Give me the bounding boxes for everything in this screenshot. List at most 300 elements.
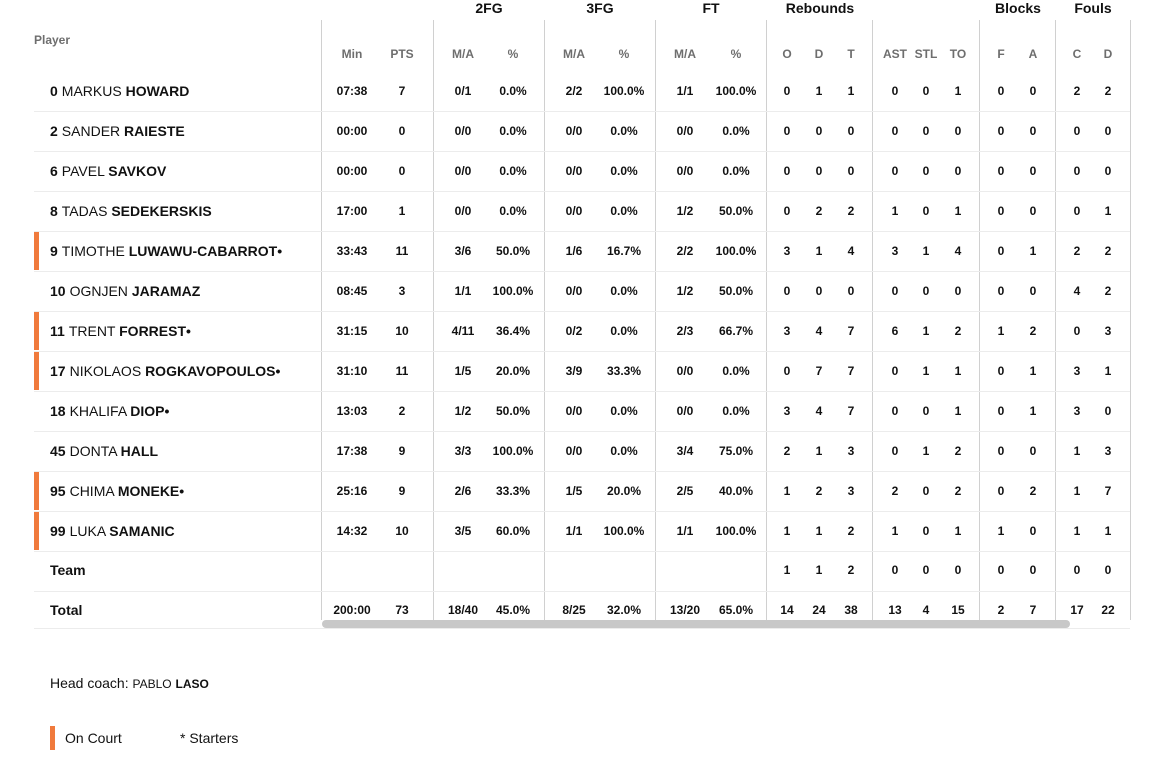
stat-cell: 0/0 (565, 164, 583, 178)
stat-cell: 0 (783, 164, 791, 178)
player-first: PAVEL (61, 163, 105, 179)
stat-cell: 13:03 (336, 404, 368, 418)
stat-cell: 2/2 (676, 244, 694, 258)
stat-cell: 2 (815, 484, 823, 498)
stat-cell: 0.0% (722, 364, 750, 378)
player-first: KHALIFA (69, 403, 127, 419)
stat-cell: 1 (1104, 524, 1112, 538)
stat-cell: 20.0% (495, 364, 531, 378)
stat-cell (488, 560, 538, 580)
stat-cell: 50.0% (718, 284, 754, 298)
column-header[interactable]: D (814, 47, 824, 61)
player-name-link[interactable] (50, 321, 191, 341)
stat-cell: 3 (1104, 324, 1112, 338)
stat-cell: 24 (812, 603, 826, 617)
stat-cell: 0 (783, 84, 791, 98)
stat-cell: 100.0% (603, 84, 645, 98)
stat-cell: 0.0% (610, 284, 638, 298)
row-divider (34, 111, 1130, 112)
column-header[interactable]: M/A (563, 47, 585, 61)
head-coach-label: Head coach: (50, 675, 129, 691)
stat-cell: 0/0 (454, 164, 472, 178)
stat-cell: 1 (1073, 484, 1081, 498)
stat-cell: 2 (1104, 244, 1112, 258)
head-coach (50, 675, 209, 691)
row-divider (34, 431, 1130, 432)
column-header[interactable]: STL (914, 47, 938, 61)
player-first: TRENT (68, 323, 116, 339)
player-star: • (277, 243, 283, 259)
stat-cell: 3 (783, 244, 791, 258)
stat-cell: 1 (954, 364, 962, 378)
stat-cell: 0 (954, 164, 962, 178)
player-first: SANDER (61, 123, 121, 139)
group-blocks: Blocks (995, 0, 1041, 16)
column-header[interactable]: O (782, 47, 792, 61)
stat-cell: 2 (1073, 244, 1081, 258)
stat-cell: 1 (815, 84, 823, 98)
stat-cell: 1 (997, 324, 1005, 338)
stat-cell: 45.0% (495, 603, 531, 617)
stat-cell: 2 (1029, 324, 1037, 338)
stat-cell: 1 (954, 404, 962, 418)
player-last: RAIESTE (124, 123, 185, 139)
stat-cell: 0 (1073, 124, 1081, 138)
stat-cell: 1/1 (565, 524, 583, 538)
stat-cell: 0 (922, 404, 930, 418)
stat-cell: 33:43 (336, 244, 368, 258)
column-header[interactable]: % (730, 47, 742, 61)
stat-cell: 2 (398, 404, 406, 418)
stat-cell: 1 (815, 244, 823, 258)
player-star: • (164, 403, 170, 419)
player-name-link[interactable] (50, 121, 185, 141)
stat-cell: 2 (847, 524, 855, 538)
stat-cell: 1/2 (454, 404, 472, 418)
stat-cell: 0.0% (722, 124, 750, 138)
stat-cell: 4 (815, 404, 823, 418)
stat-cell: 1 (783, 524, 791, 538)
row-divider (34, 151, 1130, 152)
column-divider (766, 20, 767, 620)
stat-cell: 3 (783, 324, 791, 338)
stat-cell: 2 (783, 444, 791, 458)
stat-cell: 66.7% (718, 324, 754, 338)
stat-cell: 0 (954, 284, 962, 298)
player-last: SAMANIC (109, 523, 175, 539)
group-fouls: Fouls (1074, 0, 1112, 16)
stat-cell: 4 (847, 244, 855, 258)
player-last: SAVKOV (108, 163, 167, 179)
player-last: FORREST (119, 323, 187, 339)
stat-cell: 3 (1104, 444, 1112, 458)
stat-cell: 25:16 (336, 484, 368, 498)
column-divider (1130, 20, 1131, 620)
player-num: 8 (50, 203, 58, 219)
stat-cell: 2/3 (676, 324, 694, 338)
group-3fg: 3FG (586, 0, 614, 16)
stat-cell: 0.0% (610, 164, 638, 178)
stat-cell: 7 (1029, 603, 1037, 617)
player-name-link[interactable] (50, 441, 158, 461)
stat-cell: 0 (891, 84, 899, 98)
stat-cell: 1/1 (676, 84, 694, 98)
group-2fg: 2FG (475, 0, 503, 16)
player-last: MONEKE (117, 483, 180, 499)
column-header[interactable]: D (1103, 47, 1113, 61)
column-header[interactable]: % (618, 47, 630, 61)
player-num: 45 (50, 443, 66, 459)
column-divider (872, 20, 873, 620)
stat-cell: 0 (954, 124, 962, 138)
stat-cell: 3 (847, 444, 855, 458)
stat-cell: 0.0% (610, 204, 638, 218)
column-header[interactable]: A (1028, 47, 1038, 61)
column-header[interactable]: PTS (390, 47, 414, 61)
stat-cell: 14:32 (336, 524, 368, 538)
stat-cell: 0/0 (565, 404, 583, 418)
stat-cell: 0 (1073, 164, 1081, 178)
stat-cell: 2 (1029, 484, 1037, 498)
stat-cell: 1/1 (676, 524, 694, 538)
stat-cell: 0 (997, 484, 1005, 498)
stat-cell: 1 (1029, 244, 1037, 258)
player-last: LUWAWU-CABARROT (128, 243, 278, 259)
stat-cell: 73 (395, 603, 409, 617)
column-header[interactable]: M/A (674, 47, 696, 61)
stat-cell: 8/25 (562, 603, 586, 617)
stat-cell: 0/0 (454, 204, 472, 218)
stat-cell: 0 (847, 284, 855, 298)
player-star: • (179, 483, 185, 499)
stat-cell: 200:00 (333, 603, 371, 617)
player-last: JARAMAZ (131, 283, 201, 299)
player-name-link[interactable] (50, 81, 189, 101)
column-divider (433, 20, 434, 620)
stat-cell: 1 (891, 524, 899, 538)
player-name-link[interactable] (50, 481, 184, 501)
stat-cell: 31:15 (336, 324, 368, 338)
stat-cell: 1 (1104, 204, 1112, 218)
column-header[interactable]: TO (949, 47, 967, 61)
stat-cell: 00:00 (336, 124, 368, 138)
player-column-header: Player (34, 33, 71, 47)
stat-cell (660, 560, 710, 580)
stat-cell: 1 (1029, 364, 1037, 378)
stat-cell: 1 (398, 204, 406, 218)
stat-cell: 7 (1104, 484, 1112, 498)
stat-cell: 0 (783, 364, 791, 378)
stat-cell: 1 (922, 244, 930, 258)
stat-cell: 100.0% (492, 444, 534, 458)
player-star: • (275, 363, 281, 379)
stat-cell: 4 (1073, 284, 1081, 298)
stat-cell: 0.0% (610, 124, 638, 138)
stat-cell: 1 (997, 524, 1005, 538)
stat-cell: 0 (997, 204, 1005, 218)
stat-cell: 4 (815, 324, 823, 338)
stat-cell: 0 (783, 124, 791, 138)
column-header[interactable]: T (847, 47, 855, 61)
player-num: 6 (50, 163, 58, 179)
player-num: 10 (50, 283, 66, 299)
player-last: HALL (120, 443, 158, 459)
stat-cell: 1 (815, 444, 823, 458)
stat-cell: 0 (997, 284, 1005, 298)
stat-cell: 3/5 (454, 524, 472, 538)
stat-cell: 0.0% (499, 204, 527, 218)
stat-cell: 08:45 (336, 284, 368, 298)
column-divider (1055, 20, 1056, 620)
stat-cell: 2 (891, 484, 899, 498)
stat-cell: 0 (997, 404, 1005, 418)
stat-cell: 0/0 (565, 124, 583, 138)
row-divider (34, 271, 1130, 272)
stat-cell (708, 560, 764, 580)
stat-cell: 36.4% (495, 324, 531, 338)
stat-cell: 13/20 (669, 603, 701, 617)
player-first: MARKUS (61, 83, 122, 99)
stat-cell: 2 (997, 603, 1005, 617)
stat-cell: 2 (847, 563, 855, 577)
head-coach-first-name: PABLO (132, 677, 172, 691)
stat-cell: 4 (954, 244, 962, 258)
on-court-legend-swatch (50, 726, 55, 750)
stat-cell: 0 (1029, 524, 1037, 538)
stat-cell: 2 (1104, 284, 1112, 298)
stat-cell: 0 (997, 244, 1005, 258)
stat-cell: 2 (954, 324, 962, 338)
total-label: Total (50, 602, 83, 618)
stat-cell: 3 (1073, 404, 1081, 418)
stat-cell: 0 (891, 444, 899, 458)
stat-cell: 11 (395, 364, 409, 378)
column-divider (321, 20, 322, 620)
player-num: 11 (50, 323, 65, 339)
player-first: TIMOTHE (61, 243, 125, 259)
row-divider (34, 511, 1130, 512)
stat-cell: 0.0% (610, 404, 638, 418)
stat-cell: 2 (954, 484, 962, 498)
stat-cell: 1 (815, 524, 823, 538)
player-first: CHIMA (69, 483, 114, 499)
table-bottom-divider (34, 628, 1130, 629)
stat-cell: 1 (1073, 524, 1081, 538)
stat-cell: 75.0% (718, 444, 754, 458)
stat-cell: 9 (398, 484, 406, 498)
stat-cell: 0 (1104, 563, 1112, 577)
stat-cell: 0/1 (454, 84, 472, 98)
player-name-link[interactable] (50, 241, 282, 261)
column-header[interactable]: C (1072, 47, 1082, 61)
stat-cell (387, 560, 417, 580)
stat-cell: 1 (891, 204, 899, 218)
stat-cell: 100.0% (715, 524, 757, 538)
stat-cell: 0 (783, 204, 791, 218)
stat-cell: 0 (922, 563, 930, 577)
stat-cell: 38 (844, 603, 858, 617)
stat-cell: 1 (1029, 404, 1037, 418)
row-divider (34, 191, 1130, 192)
stat-cell: 0 (891, 404, 899, 418)
stat-cell: 0 (922, 204, 930, 218)
column-header[interactable]: AST (883, 47, 907, 61)
player-num: 9 (50, 243, 58, 259)
stat-cell: 0/0 (676, 404, 694, 418)
stat-cell: 0 (922, 484, 930, 498)
stat-cell: 0 (997, 124, 1005, 138)
stat-cell: 13 (888, 603, 902, 617)
head-coach-last-name: LASO (175, 677, 209, 691)
stat-cell: 50.0% (495, 404, 531, 418)
stat-cell: 0 (997, 364, 1005, 378)
stat-cell: 1 (1104, 364, 1112, 378)
stat-cell: 1/2 (676, 204, 694, 218)
player-last: DIOP (130, 403, 165, 419)
column-header[interactable]: F (997, 47, 1005, 61)
stat-cell: 2 (1073, 84, 1081, 98)
stat-cell: 0 (1073, 324, 1081, 338)
stat-cell: 1 (922, 364, 930, 378)
stat-cell: 1 (815, 563, 823, 577)
stat-cell: 18/40 (447, 603, 479, 617)
stat-cell: 1 (954, 524, 962, 538)
stat-cell: 0 (997, 563, 1005, 577)
player-name-link[interactable] (50, 201, 212, 221)
player-last: ROGKAVOPOULOS (145, 363, 276, 379)
stat-cell: 3 (783, 404, 791, 418)
stat-cell: 0/0 (565, 284, 583, 298)
stat-cell: 0 (922, 164, 930, 178)
stat-cell: 14 (780, 603, 794, 617)
stat-cell: 0 (815, 284, 823, 298)
stat-cell: 2 (1104, 84, 1112, 98)
stat-cell: 33.3% (606, 364, 642, 378)
stat-cell: 3 (398, 284, 406, 298)
stat-cell: 0 (1029, 204, 1037, 218)
player-name-link[interactable] (50, 521, 175, 541)
stat-cell: 3/9 (565, 364, 583, 378)
on-court-indicator (34, 472, 39, 510)
stat-cell: 0 (997, 444, 1005, 458)
column-header[interactable]: M/A (452, 47, 474, 61)
stat-cell: 0 (1029, 164, 1037, 178)
player-first: DONTA (69, 443, 117, 459)
stat-cell: 7 (847, 404, 855, 418)
stat-cell: 100.0% (715, 84, 757, 98)
player-name-link[interactable] (50, 361, 280, 381)
stat-cell: 40.0% (718, 484, 754, 498)
stat-cell: 1 (954, 84, 962, 98)
player-first: TADAS (61, 203, 108, 219)
on-court-indicator (34, 232, 39, 270)
player-star: • (186, 323, 191, 339)
stat-cell: 0.0% (722, 164, 750, 178)
stat-cell: 65.0% (718, 603, 754, 617)
stat-cell: 0 (922, 84, 930, 98)
stat-cell (327, 560, 377, 580)
stat-cell: 0 (1029, 124, 1037, 138)
stat-cell: 4 (922, 603, 930, 617)
player-name-link[interactable] (50, 281, 200, 301)
stat-cell: 0.0% (499, 164, 527, 178)
stat-cell: 0 (1029, 444, 1037, 458)
stat-cell: 1 (922, 444, 930, 458)
row-divider (34, 391, 1130, 392)
row-divider (34, 351, 1130, 352)
player-num: 95 (50, 483, 66, 499)
horizontal-scrollbar[interactable] (322, 620, 1070, 628)
group-rebounds: Rebounds (785, 0, 855, 16)
stat-cell: 4/11 (451, 324, 475, 338)
row-divider (34, 471, 1130, 472)
player-name-link[interactable] (50, 161, 166, 181)
stat-cell: 17:38 (336, 444, 368, 458)
stat-cell: 20.0% (606, 484, 642, 498)
stat-cell: 3/4 (676, 444, 694, 458)
stat-cell: 6 (891, 324, 899, 338)
stat-cell: 32.0% (606, 603, 642, 617)
stat-cell: 11 (395, 244, 409, 258)
stat-cell: 2/6 (454, 484, 472, 498)
row-divider (34, 551, 1130, 552)
stat-cell: 0/0 (676, 124, 694, 138)
stat-cell: 0 (815, 164, 823, 178)
stat-cell: 50.0% (495, 244, 531, 258)
stat-cell: 2 (954, 444, 962, 458)
player-name-link[interactable] (50, 401, 169, 421)
row-divider (34, 591, 1130, 592)
stat-cell: 9 (398, 444, 406, 458)
stat-cell: 7 (815, 364, 823, 378)
starters-legend-label: * Starters (180, 730, 239, 746)
stat-cell: 0 (783, 284, 791, 298)
stat-cell: 7 (847, 324, 855, 338)
stat-cell: 0 (398, 124, 406, 138)
column-divider (979, 20, 980, 620)
stat-cell: 1/2 (676, 284, 694, 298)
stat-cell: 0 (997, 84, 1005, 98)
column-header[interactable]: % (507, 47, 519, 61)
stat-cell: 50.0% (718, 204, 754, 218)
stat-cell: 0 (922, 124, 930, 138)
stat-cell: 0 (1104, 124, 1112, 138)
stat-cell: 0 (997, 164, 1005, 178)
stat-cell: 0/0 (565, 444, 583, 458)
stat-cell: 07:38 (336, 84, 368, 98)
column-header[interactable]: Min (341, 47, 363, 61)
stat-cell: 1/6 (565, 244, 583, 258)
stat-cell: 3/6 (454, 244, 472, 258)
stat-cell: 0/0 (676, 164, 694, 178)
stat-cell: 100.0% (492, 284, 534, 298)
player-num: 2 (50, 123, 58, 139)
stat-cell: 17:00 (336, 204, 368, 218)
stat-cell: 0 (815, 124, 823, 138)
stat-cell: 3/3 (454, 444, 472, 458)
stat-cell: 0 (847, 124, 855, 138)
stat-cell (596, 560, 652, 580)
stat-cell: 3 (847, 484, 855, 498)
stat-cell: 0 (891, 284, 899, 298)
stat-cell: 10 (395, 524, 409, 538)
stat-cell (438, 560, 488, 580)
stat-cell: 0/2 (565, 324, 583, 338)
player-first: OGNJEN (69, 283, 128, 299)
player-last: SEDEKERSKIS (111, 203, 212, 219)
player-first: NIKOLAOS (69, 363, 142, 379)
row-divider (34, 311, 1130, 312)
